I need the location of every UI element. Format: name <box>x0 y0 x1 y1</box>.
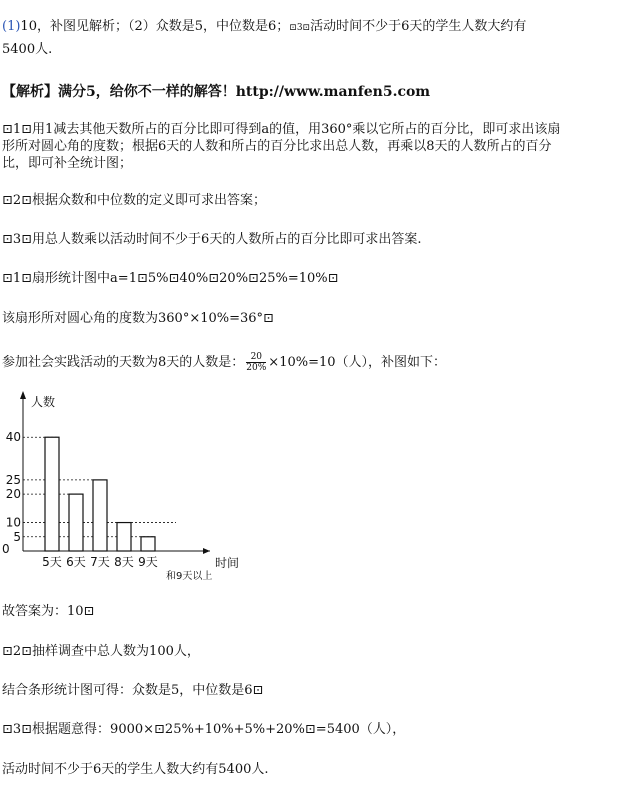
analysis-p3: ⊡3⊡用总人数乘以活动时间不少于6天的人数所占的百分比即可求出答案. <box>2 232 422 247</box>
bar-8天 <box>117 523 131 551</box>
analysis-header: 【解析】满分5，给你不一样的解答！http://www.manfen5.com <box>2 84 431 100</box>
y-tick-10: 10 <box>5 515 21 530</box>
bar-6天 <box>69 494 83 551</box>
solution-step-2: 该扇形所对圆心角的度数为360°×10%=36°⊡ <box>2 311 274 326</box>
answer-line-1 <box>2 18 526 37</box>
solution-step-3-prefix: 参加社会实践活动的天数为8天的人数是： <box>2 355 245 370</box>
solution-step-5: 结合条形统计图可得：众数是5，中位数是6⊡ <box>2 683 264 698</box>
origin-label: 0 <box>2 542 10 556</box>
x-tick-5天: 5天 <box>42 555 62 569</box>
bar-9天 <box>141 537 155 551</box>
fraction-denominator: 20% <box>246 363 267 373</box>
answer-tail: 活动时间不少于6天的学生人数大约有 <box>310 19 527 34</box>
x-tick-9天: 9天 <box>138 555 158 569</box>
chart-bars <box>45 437 155 551</box>
x-axis-arrow <box>203 548 210 554</box>
solution-step-3-suffix: ×10%=10（人），补图如下： <box>268 355 447 370</box>
bar-5天 <box>45 437 59 551</box>
solution-step-3 <box>2 352 446 373</box>
answer-mark: ⊡3⊡ <box>289 23 311 33</box>
fraction-numerator: 20 <box>246 352 266 363</box>
solution-step-7: 活动时间不少于6天的学生人数大约有5400人. <box>2 762 269 777</box>
y-tick-labels <box>6 430 21 544</box>
y-axis-label: 人数 <box>31 395 56 409</box>
answer-part-marker: (1) <box>2 19 21 34</box>
x-axis-label: 时间 <box>215 556 240 570</box>
solution-step-1: ⊡1⊡扇形统计图中a=1⊡5%⊡40%⊡20%⊡25%=10%⊡ <box>2 271 339 286</box>
y-tick-25: 25 <box>5 472 21 487</box>
analysis-p1-line1: ⊡1⊡用1减去其他天数所占的百分比即可得到a的值，用360°乘以它所占的百分比，即可求出该扇 <box>2 122 561 137</box>
solution-step-6: ⊡3⊡根据题意得：9000×⊡25%+10%+5%+20%⊡=5400（人）， <box>2 722 406 737</box>
answer-line-2: 5400人. <box>2 42 53 57</box>
category-note: 和9天以上 <box>166 571 213 582</box>
fraction <box>246 352 266 373</box>
bar-7天 <box>93 480 107 551</box>
analysis-p1-line2: 形所对圆心角的度数；根据6天的人数和所占的百分比求出总人数，再乘以8天的人数所占的百分 <box>2 139 552 154</box>
solution-step-4: ⊡2⊡抽样调查中总人数为100人， <box>2 644 200 659</box>
analysis-p2: ⊡2⊡根据众数和中位数的定义即可求出答案； <box>2 193 267 208</box>
bar-chart <box>0 390 270 590</box>
answer-text: 10，补图见解析；（2）众数是5，中位数是6； <box>20 19 290 34</box>
answer-statement: 故答案为：10⊡ <box>2 604 95 619</box>
x-tick-7天: 7天 <box>90 555 110 569</box>
y-tick-5: 5 <box>13 529 21 544</box>
x-tick-8天: 8天 <box>114 555 134 569</box>
analysis-p1-line3: 比，即可补全统计图； <box>2 156 133 171</box>
x-tick-6天: 6天 <box>66 555 86 569</box>
y-tick-20: 20 <box>5 487 21 502</box>
x-tick-labels <box>42 555 158 569</box>
y-axis-arrow <box>20 391 26 399</box>
y-tick-40: 40 <box>5 430 21 445</box>
